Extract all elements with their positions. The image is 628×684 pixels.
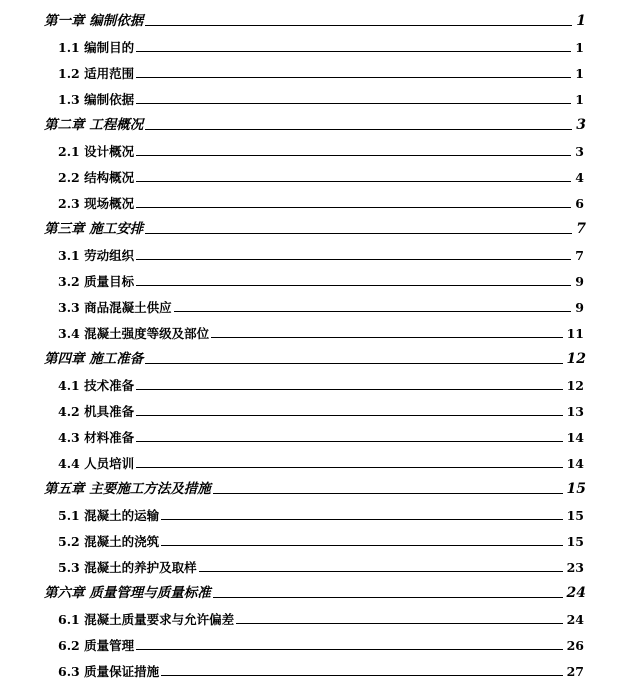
toc-page-number: 6 <box>575 195 584 211</box>
toc-leader-line <box>136 467 562 468</box>
toc-page-number: 27 <box>566 663 584 679</box>
toc-page-number: 15 <box>566 507 584 523</box>
toc-section-entry[interactable] <box>58 450 584 470</box>
toc-page-number: 26 <box>566 637 584 653</box>
toc-entry-title: 3.2 质量目标 <box>58 273 135 289</box>
toc-leader-line <box>199 571 563 572</box>
toc-page-number: 7 <box>575 247 584 263</box>
toc-section-entry[interactable] <box>58 658 584 678</box>
toc-section-entry[interactable] <box>58 424 584 444</box>
toc-page-number: 9 <box>575 299 584 315</box>
toc-leader-line <box>136 389 562 390</box>
toc-section-entry[interactable] <box>58 60 584 80</box>
toc-page-number: 3 <box>576 117 586 133</box>
toc-entry-title: 4.2 机具准备 <box>58 403 135 419</box>
toc-leader-line <box>145 233 572 234</box>
toc-entry-title: 2.2 结构概况 <box>58 169 135 185</box>
toc-page-number: 1 <box>575 39 584 55</box>
toc-leader-line <box>161 545 562 546</box>
toc-page-number: 24 <box>566 585 586 601</box>
toc-page-number: 15 <box>566 481 586 497</box>
toc-section-entry[interactable] <box>58 528 584 548</box>
toc-leader-line <box>136 441 562 442</box>
toc-entry-title: 第六章 质量管理与质量标准 <box>44 584 211 601</box>
toc-leader-line <box>136 77 571 78</box>
toc-leader-line <box>161 675 562 676</box>
toc-section-entry[interactable] <box>58 242 584 262</box>
toc-section-entry[interactable] <box>58 294 584 314</box>
toc-leader-line <box>213 493 563 494</box>
toc-leader-line <box>213 597 563 598</box>
toc-chapter-entry[interactable] <box>44 112 586 132</box>
toc-leader-line <box>145 25 572 26</box>
toc-entry-title: 5.1 混凝土的运输 <box>58 507 160 523</box>
toc-section-entry[interactable] <box>58 164 584 184</box>
toc-section-entry[interactable] <box>58 268 584 288</box>
toc-entry-title: 4.4 人员培训 <box>58 455 135 471</box>
toc-page-number: 14 <box>566 455 584 471</box>
toc-leader-line <box>161 519 562 520</box>
toc-chapter-entry[interactable] <box>44 580 586 600</box>
toc-leader-line <box>136 259 571 260</box>
toc-entry-title: 1.1 编制目的 <box>58 39 135 55</box>
toc-entry-title: 3.4 混凝土强度等级及部位 <box>58 325 210 341</box>
toc-entry-title: 2.1 设计概况 <box>58 143 135 159</box>
toc-leader-line <box>236 623 562 624</box>
toc-section-entry[interactable] <box>58 320 584 340</box>
toc-page-number: 3 <box>575 143 584 159</box>
toc-page-number: 9 <box>575 273 584 289</box>
toc-entry-title: 2.3 现场概况 <box>58 195 135 211</box>
toc-entry-title: 6.1 混凝土质量要求与允许偏差 <box>58 611 235 627</box>
toc-page-number: 15 <box>566 533 584 549</box>
toc-entry-title: 3.3 商品混凝土供应 <box>58 299 172 315</box>
toc-leader-line <box>136 51 571 52</box>
toc-page-number: 1 <box>575 91 584 107</box>
toc-page-number: 12 <box>566 351 586 367</box>
toc-leader-line <box>145 363 562 364</box>
toc-entry-title: 4.3 材料准备 <box>58 429 135 445</box>
toc-leader-line <box>136 155 571 156</box>
toc-section-entry[interactable] <box>58 606 584 626</box>
toc-leader-line <box>136 649 562 650</box>
toc-page-number: 14 <box>566 429 584 445</box>
toc-entry-title: 1.3 编制依据 <box>58 91 135 107</box>
toc-entry-title: 5.2 混凝土的浇筑 <box>58 533 160 549</box>
toc-section-entry[interactable] <box>58 34 584 54</box>
toc-entry-title: 5.3 混凝土的养护及取样 <box>58 559 197 575</box>
toc-page-number: 1 <box>575 65 584 81</box>
toc-chapter-entry[interactable] <box>44 346 586 366</box>
toc-section-entry[interactable] <box>58 86 584 106</box>
toc-chapter-entry[interactable] <box>44 216 586 236</box>
toc-page-number: 4 <box>575 169 584 185</box>
toc-page-number: 13 <box>566 403 584 419</box>
toc-leader-line <box>136 415 562 416</box>
toc-section-entry[interactable] <box>58 554 584 574</box>
toc-entry-title: 6.2 质量管理 <box>58 637 135 653</box>
toc-leader-line <box>136 103 571 104</box>
toc-leader-line <box>145 129 572 130</box>
toc-chapter-entry[interactable] <box>44 8 586 28</box>
toc-page-number: 7 <box>576 221 586 237</box>
toc-page-number: 1 <box>576 13 586 29</box>
toc-leader-line <box>211 337 562 338</box>
toc-leader-line <box>136 285 571 286</box>
toc-section-entry[interactable] <box>58 190 584 210</box>
toc-entry-title: 1.2 适用范围 <box>58 65 135 81</box>
toc-entry-title: 第三章 施工安排 <box>44 220 144 237</box>
toc-leader-line <box>136 181 571 182</box>
toc-page-number: 24 <box>566 611 584 627</box>
toc-leader-line <box>136 207 571 208</box>
toc-leader-line <box>174 311 572 312</box>
toc-page-number: 23 <box>566 559 584 575</box>
toc-page-number: 11 <box>566 325 584 341</box>
toc-section-entry[interactable] <box>58 502 584 522</box>
toc-entry-title: 第四章 施工准备 <box>44 350 144 367</box>
toc-section-entry[interactable] <box>58 398 584 418</box>
toc-entry-title: 3.1 劳动组织 <box>58 247 135 263</box>
toc-section-entry[interactable] <box>58 632 584 652</box>
toc-entry-title: 第二章 工程概况 <box>44 116 144 133</box>
toc-entry-title: 6.3 质量保证措施 <box>58 663 160 679</box>
toc-entry-title: 第五章 主要施工方法及措施 <box>44 480 211 497</box>
toc-entry-title: 4.1 技术准备 <box>58 377 135 393</box>
toc-section-entry[interactable] <box>58 138 584 158</box>
toc-section-entry[interactable] <box>58 372 584 392</box>
toc-chapter-entry[interactable] <box>44 476 586 496</box>
toc-page-number: 12 <box>566 377 584 393</box>
toc-entry-title: 第一章 编制依据 <box>44 12 144 29</box>
